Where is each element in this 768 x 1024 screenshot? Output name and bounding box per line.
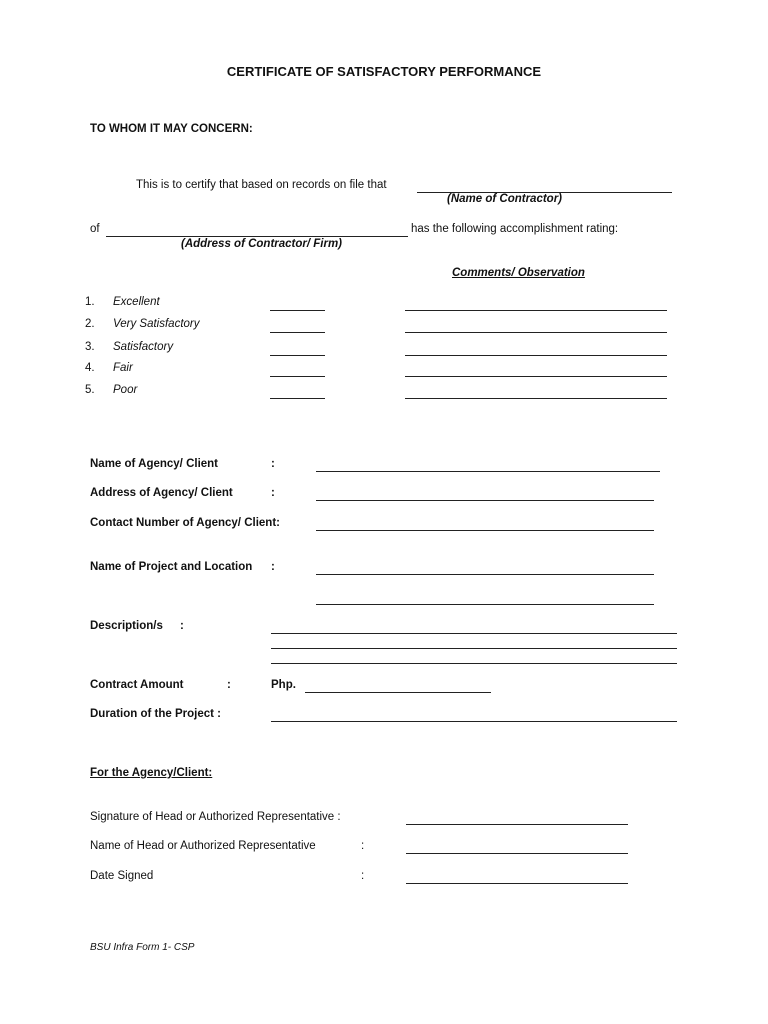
project-name-line-1 xyxy=(316,574,654,575)
description-line-1 xyxy=(271,633,677,634)
rating-comment-line xyxy=(405,398,667,399)
description-line-3 xyxy=(271,663,677,664)
rating-number: 1. xyxy=(85,296,95,308)
rating-label-satisfactory: Satisfactory xyxy=(113,341,174,353)
contractor-name-caption: (Name of Contractor) xyxy=(447,193,563,205)
salutation: TO WHOM IT MAY CONCERN: xyxy=(90,123,253,135)
project-name-line-2 xyxy=(316,604,654,605)
agency-address-label: Address of Agency/ Client xyxy=(90,487,233,499)
rating-comment-line xyxy=(405,332,667,333)
date-signed-label: Date Signed xyxy=(90,870,154,882)
rating-mark-line xyxy=(270,310,325,311)
rating-number: 4. xyxy=(85,362,95,374)
contractor-address-line xyxy=(106,236,408,237)
rating-text: has the following accomplishment rating: xyxy=(411,223,619,235)
rating-label-fair: Fair xyxy=(113,362,133,374)
colon: : xyxy=(271,487,275,499)
rating-number: 2. xyxy=(85,318,95,330)
colon: : xyxy=(271,458,275,470)
signature-line xyxy=(406,824,628,825)
certify-text: This is to certify that based on records on file that xyxy=(136,179,387,191)
signature-label: Signature of Head or Authorized Representative : xyxy=(90,811,341,823)
duration-label: Duration of the Project : xyxy=(90,708,221,720)
project-name-location-label: Name of Project and Location xyxy=(90,561,253,573)
description-label: Description/s xyxy=(90,620,163,632)
agency-name-line xyxy=(316,471,660,472)
of-label: of xyxy=(90,223,100,235)
date-signed-line xyxy=(406,883,628,884)
colon: : xyxy=(361,840,365,852)
page-title: CERTIFICATE OF SATISFACTORY PERFORMANCE xyxy=(226,64,542,79)
description-line-2 xyxy=(271,648,677,649)
rating-label-poor: Poor xyxy=(113,384,138,396)
rating-comment-line xyxy=(405,310,667,311)
rating-label-very-satisfactory: Very Satisfactory xyxy=(113,318,200,330)
rating-mark-line xyxy=(270,398,325,399)
contract-amount-label: Contract Amount xyxy=(90,679,184,691)
contract-amount-line xyxy=(305,692,491,693)
rating-label-excellent: Excellent xyxy=(113,296,160,308)
rating-number: 3. xyxy=(85,341,95,353)
contact-number-line xyxy=(316,530,654,531)
rating-comment-line xyxy=(405,376,667,377)
rep-name-label: Name of Head or Authorized Representative xyxy=(90,840,316,852)
form-footer: BSU Infra Form 1- CSP xyxy=(90,942,195,953)
rating-mark-line xyxy=(270,376,325,377)
colon: : xyxy=(227,679,231,691)
contractor-address-caption: (Address of Contractor/ Firm) xyxy=(181,238,343,250)
colon: : xyxy=(271,561,275,573)
comments-header: Comments/ Observation xyxy=(452,267,585,279)
contact-number-label: Contact Number of Agency/ Client: xyxy=(90,517,280,529)
colon: : xyxy=(180,620,184,632)
rep-name-line xyxy=(406,853,628,854)
duration-line xyxy=(271,721,677,722)
rating-mark-line xyxy=(270,355,325,356)
agency-name-label: Name of Agency/ Client xyxy=(90,458,219,470)
agency-address-line xyxy=(316,500,654,501)
agency-section-header: For the Agency/Client: xyxy=(90,767,213,779)
colon: : xyxy=(361,870,365,882)
rating-comment-line xyxy=(405,355,667,356)
rating-number: 5. xyxy=(85,384,95,396)
currency-label: Php. xyxy=(271,679,296,691)
rating-mark-line xyxy=(270,332,325,333)
